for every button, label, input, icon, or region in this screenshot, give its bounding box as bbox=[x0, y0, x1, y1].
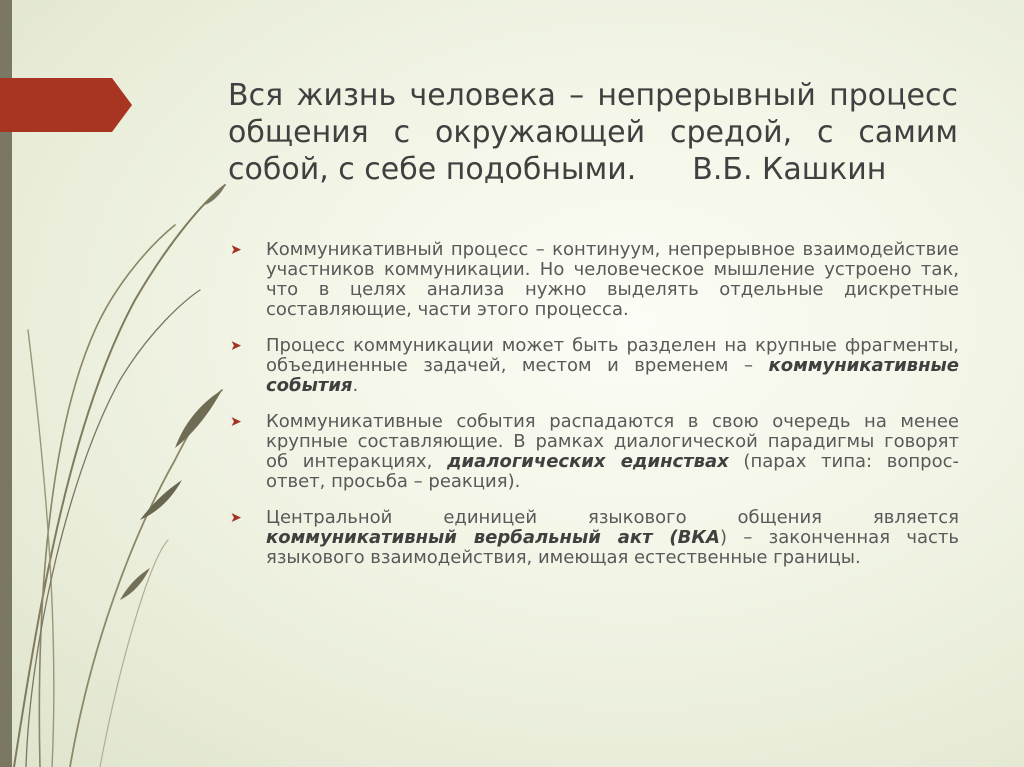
vine-stroke-4 bbox=[28, 330, 54, 767]
bullet-text-1: Коммуникативный процесс – континуум, непрерывное взаимодействие участников коммуникации. Но человеческое мышление устроено так, что в целях анализа нужно выделять отдельные дискретные составляющие, части этого процесса. bbox=[266, 239, 959, 320]
vine-stroke-6 bbox=[26, 290, 200, 767]
title-line-1: Вся жизнь человека – непрерывный процесс bbox=[228, 78, 958, 113]
arrow-right-icon: ➤ bbox=[230, 414, 242, 430]
vine-stroke-5 bbox=[100, 540, 168, 767]
arrow-right-icon: ➤ bbox=[230, 338, 242, 354]
bullet-text-2-after: . bbox=[352, 375, 359, 396]
arrow-right-icon: ➤ bbox=[230, 510, 242, 526]
bullet-item-4 bbox=[230, 508, 959, 568]
vine-stroke-2 bbox=[39, 225, 175, 767]
arrow-right-icon: ➤ bbox=[230, 242, 242, 258]
vine-stroke-1 bbox=[14, 185, 225, 767]
bullet-text-4-after: ) – законченная часть языкового взаимодействия, имеющая естественные границы. bbox=[266, 527, 959, 568]
bullet-list bbox=[230, 240, 959, 584]
quote-author: В.Б. Кашкин bbox=[692, 152, 887, 187]
bullet-item-3 bbox=[230, 412, 959, 492]
title-line-2: общения с окружающей средой, с самим bbox=[228, 115, 958, 150]
leaf-shape-4 bbox=[205, 184, 226, 205]
bullet-text-4-before: Центральной единицей языкового общения является bbox=[266, 507, 959, 528]
bullet-term-3: диалогических единствах bbox=[446, 451, 729, 472]
bullet-item-2 bbox=[230, 336, 959, 396]
bullet-item-1 bbox=[230, 240, 959, 320]
title-line-3-text: собой, с себе подобными. bbox=[228, 152, 637, 187]
leaf-shape-1 bbox=[175, 390, 222, 448]
red-pennant bbox=[0, 78, 132, 132]
bullet-text-2-before: Процесс коммуникации может быть разделен на крупные фрагменты, объединенные задачей, местом и временем – bbox=[266, 335, 959, 376]
vine-stroke-3 bbox=[70, 390, 222, 767]
bullet-term-4: коммуникативный вербальный акт (ВКА bbox=[266, 527, 720, 548]
leaf-shape-3 bbox=[120, 568, 150, 600]
bullet-term-2: коммуникативные события bbox=[266, 355, 959, 396]
bullet-text-3-before: Коммуникативные события распадаются в свою очередь на менее крупные составляющие. В рамках диалогической парадигмы говорят об интеракциях, bbox=[266, 411, 959, 472]
title-line-3 bbox=[228, 151, 958, 188]
slide-title bbox=[228, 77, 958, 188]
bullet-text-3-after: (парах типа: вопрос-ответ, просьба – реакция). bbox=[266, 451, 959, 492]
